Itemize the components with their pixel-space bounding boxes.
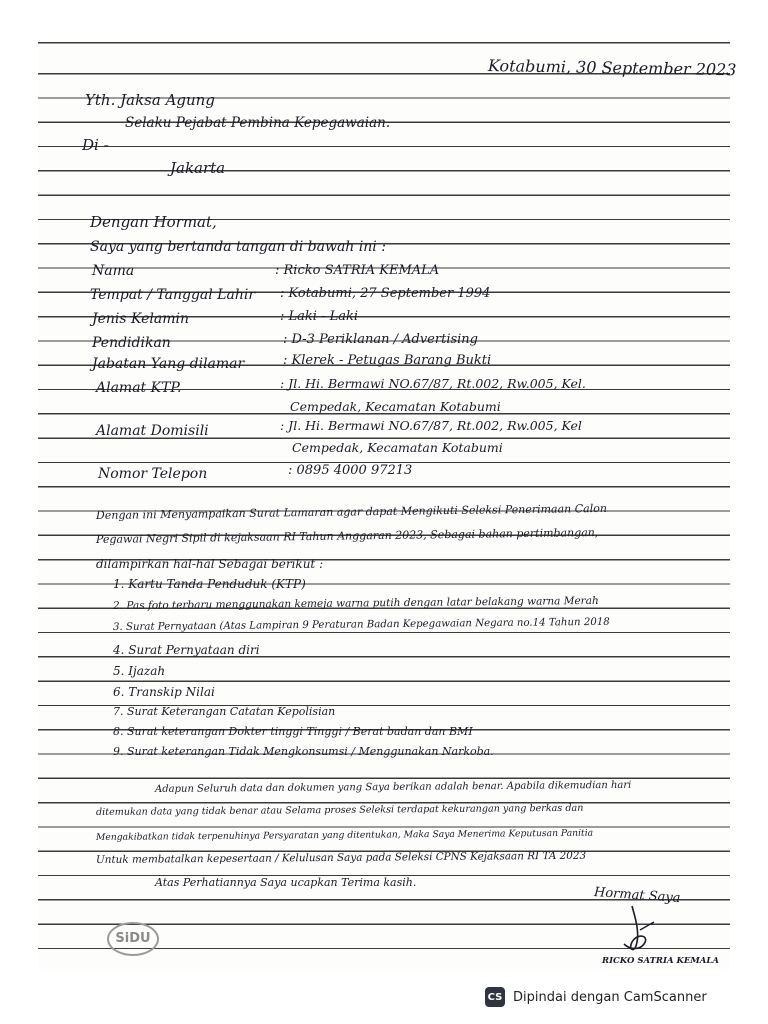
body-line: Pegawai Negri Sipil di kejaksaan RI Tahun Anggaran 2023, Sebagai bahan pertimbangan, bbox=[95, 525, 599, 546]
body-line: Dengan ini Menyampaikan Surat Lamaran agar dapat Mengikuti Seleksi Penerimaan Calon bbox=[95, 501, 607, 522]
field-value: : Laki - Laki bbox=[280, 309, 359, 324]
list-item: 3. Surat Pernyataan (Atas Lampiran 9 Peraturan Badan Kepegawaian Negara no.14 Tahun 2018 bbox=[112, 616, 610, 633]
closing-line: Adapun Seluruh data dan dokumen yang Saya berikan adalah benar. Apabila dikemudian hari bbox=[154, 779, 632, 795]
field-label: Jenis Kelamin bbox=[92, 311, 189, 327]
list-item: 1. Kartu Tanda Penduduk (KTP) bbox=[113, 577, 306, 591]
field-label: Alamat KTP. bbox=[96, 380, 182, 396]
field-label: Nomor Telepon bbox=[98, 466, 208, 482]
body-line: dilampirkan hal-hal Sebagai berikut : bbox=[96, 557, 324, 571]
list-item: 2. Pas foto terbaru menggunakan kemeja warna putih dengan latar belakang warna Merah bbox=[112, 594, 599, 612]
field-value: : Klerek - Petugas Barang Bukti bbox=[283, 353, 492, 368]
field-value: Cempedak, Kecamatan Kotabumi bbox=[292, 440, 503, 455]
closing-line: Atas Perhatiannya Saya ucapkan Terima kasih. bbox=[155, 876, 417, 889]
closing-line: Mengakibatkan tidak terpenuhinya Persyaratan yang ditentukan, Maka Saya Menerima Keputusan Panitia bbox=[95, 827, 594, 843]
field-value: : Ricko SATRIA KEMALA bbox=[275, 263, 440, 278]
field-value: : D-3 Periklanan / Advertising bbox=[283, 332, 478, 347]
list-item: 6. Transkip Nilai bbox=[113, 685, 215, 699]
stamp-mark: SiDU bbox=[107, 922, 159, 956]
field-label: Nama bbox=[92, 263, 135, 279]
field-value: : Kotabumi, 27 September 1994 bbox=[280, 286, 491, 301]
field-label: Pendidikan bbox=[92, 335, 171, 351]
field-value: : Jl. Hi. Bermawi NO.67/87, Rt.002, Rw.005, Kel. bbox=[280, 376, 586, 391]
field-value: Cempedak, Kecamatan Kotabumi bbox=[290, 399, 501, 414]
list-item: 7. Surat Keterangan Catatan Kepolisian bbox=[113, 705, 336, 718]
signer-name: RICKO SATRIA KEMALA bbox=[602, 956, 719, 966]
sign-off: Hormat Saya bbox=[593, 885, 681, 907]
recipient-line4: Jakarta bbox=[170, 159, 226, 177]
recipient-line1: Yth. Jaksa Agung bbox=[85, 91, 215, 109]
camscanner-icon: CS bbox=[485, 987, 505, 1007]
list-item: 4. Surat Pernyataan diri bbox=[113, 643, 260, 657]
field-value: : 0895 4000 97213 bbox=[288, 463, 413, 478]
field-label: Alamat Domisili bbox=[96, 423, 209, 439]
scanner-footer bbox=[485, 986, 707, 1008]
recipient-line3: Di - bbox=[82, 136, 109, 154]
closing-line: ditemukan data yang tidak benar atau Selama proses Seleksi terdapat kekurangan yang berkas dan bbox=[95, 802, 584, 818]
list-item: 9. Surat keterangan Tidak Mengkonsumsi / Menggunakan Narkoba. bbox=[113, 745, 494, 758]
field-label: Jabatan Yang dilamar bbox=[92, 356, 245, 372]
place-date: Kotabumi, 30 September 2023 bbox=[487, 56, 737, 80]
footer-text: Dipindai dengan CamScanner bbox=[513, 989, 707, 1005]
signature-scribble bbox=[610, 900, 680, 960]
greeting: Dengan Hormat, bbox=[90, 213, 217, 231]
field-label: Tempat / Tanggal Lahir bbox=[90, 287, 256, 303]
intro-line: Saya yang bertanda tangan di bawah ini : bbox=[90, 239, 386, 255]
field-value: : Jl. Hi. Bermawi NO.67/87, Rt.002, Rw.005, Kel bbox=[280, 418, 582, 433]
list-item: 5. Ijazah bbox=[113, 664, 166, 678]
closing-line: Untuk membatalkan kepesertaan / Kelulusan Saya pada Seleksi CPNS Kejaksaan RI TA 2023 bbox=[95, 849, 587, 866]
recipient-line2: Selaku Pejabat Pembina Kepegawaian. bbox=[125, 115, 391, 131]
list-item: 8. Surat keterangan Dokter tinggi Tinggi / Berat badan dan BMI bbox=[113, 725, 473, 738]
